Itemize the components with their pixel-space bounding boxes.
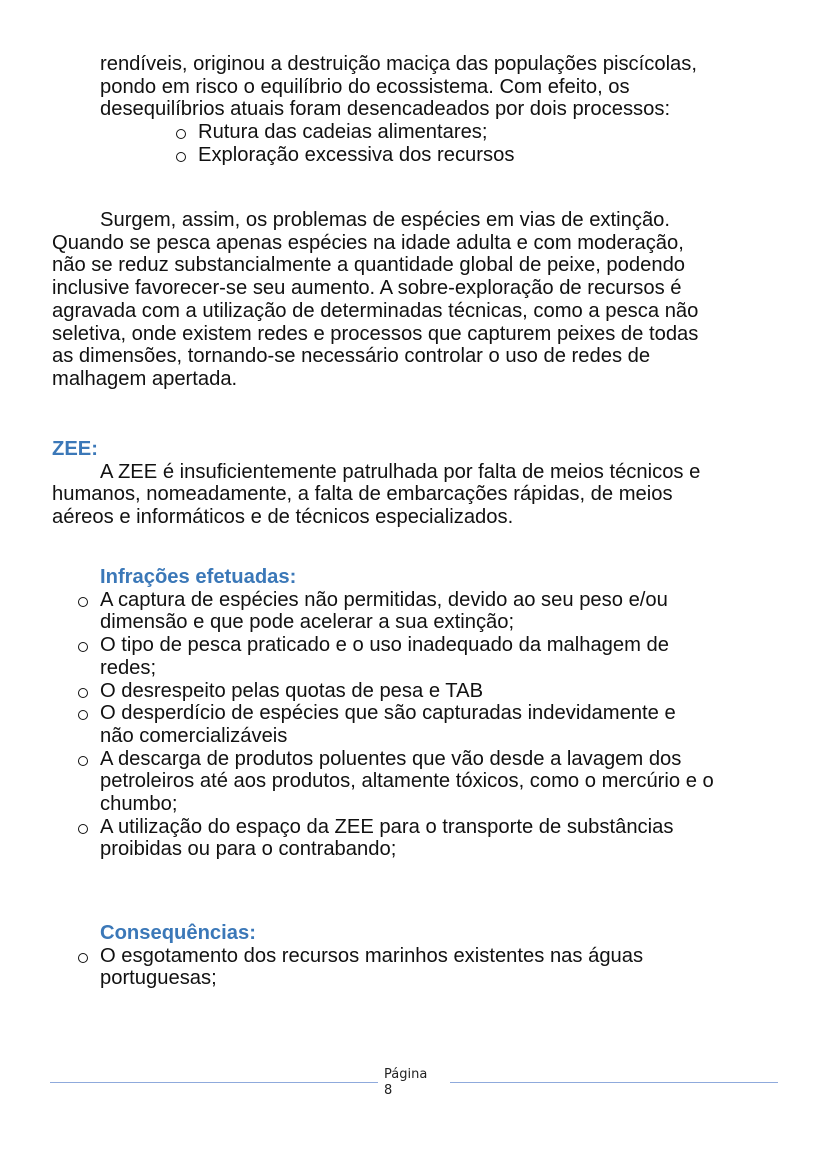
hollow-bullet-icon — [78, 756, 88, 766]
list-item — [52, 121, 792, 144]
list-item-text: proibidas ou para o contrabando; — [100, 838, 397, 861]
page-number: 8 — [384, 1083, 393, 1098]
text-line: agravada com a utilização de determinadas técnicas, como a pesca não — [52, 299, 699, 322]
list-item-text: O esgotamento dos recursos marinhos existentes nas águas — [100, 944, 644, 967]
hollow-bullet-icon — [78, 710, 88, 720]
footer-rule-right — [450, 1082, 778, 1083]
list-item — [52, 702, 792, 747]
hollow-bullet-icon — [78, 824, 88, 834]
list-item — [52, 816, 792, 861]
hollow-bullet-icon — [78, 688, 88, 698]
section-heading-consequences: Consequências: — [100, 922, 256, 944]
text-line: malhagem apertada. — [52, 367, 238, 390]
list-item — [52, 945, 792, 990]
list-item-text: A utilização do espaço da ZEE para o transporte de substâncias — [100, 815, 674, 838]
text-line: as dimensões, tornando-se necessário controlar o uso de redes de — [52, 345, 651, 368]
text-line: humanos, nomeadamente, a falta de embarcações rápidas, de meios — [52, 483, 673, 506]
list-item-text: O desrespeito pelas quotas de pesa e TAB — [100, 679, 484, 702]
list-item-text: O desperdício de espécies que são capturadas indevidamente e — [100, 702, 676, 725]
hollow-bullet-icon — [176, 129, 186, 139]
footer-rule-left — [50, 1082, 378, 1083]
list-item-text: portuguesas; — [100, 967, 217, 990]
list-item-text: O tipo de pesca praticado e o uso inadequado da malhagem de — [100, 634, 670, 657]
list-item-text: Exploração excessiva dos recursos — [198, 143, 515, 166]
section-heading-zee: ZEE: — [52, 438, 98, 460]
consequences-section — [52, 922, 792, 990]
intro-paragraph — [52, 53, 792, 167]
hollow-bullet-icon — [176, 152, 186, 162]
text-line: não se reduz substancialmente a quantidade global de peixe, podendo — [52, 254, 686, 277]
paragraph-extinction — [52, 209, 792, 391]
text-line: A ZEE é insuficientemente patrulhada por falta de meios técnicos e — [100, 460, 701, 483]
text-line: Surgem, assim, os problemas de espécies em vias de extinção. — [100, 209, 671, 231]
zee-section — [52, 438, 792, 529]
page-footer — [384, 1067, 427, 1099]
list-item-text: redes; — [100, 656, 157, 679]
list-item-text: A captura de espécies não permitidas, devido ao seu peso e/ou — [100, 588, 668, 611]
hollow-bullet-icon — [78, 642, 88, 652]
text-line: inclusive favorecer-se seu aumento. A sobre-exploração de recursos é — [52, 277, 682, 300]
list-item — [52, 634, 792, 679]
hollow-bullet-icon — [78, 597, 88, 607]
text-line: pondo em risco o equilíbrio do ecossistema. Com efeito, os — [100, 75, 630, 98]
text-line: rendíveis, originou a destruição maciça das populações piscícolas, — [100, 53, 697, 75]
text-line: Quando se pesca apenas espécies na idade adulta e com moderação, — [52, 231, 684, 254]
list-item — [52, 748, 792, 816]
page-label: Página — [384, 1067, 428, 1082]
list-item-text: chumbo; — [100, 793, 178, 816]
text-line: aéreos e informáticos e de técnicos especializados. — [52, 506, 514, 529]
list-item-text: petroleiros até aos produtos, altamente tóxicos, como o mercúrio e o — [100, 770, 714, 793]
list-item-text: dimensão e que pode acelerar a sua extinção; — [100, 611, 515, 634]
section-heading-infractions: Infrações efetuadas: — [100, 566, 297, 588]
list-item — [52, 144, 792, 167]
list-item-text: Rutura das cadeias alimentares; — [198, 121, 488, 144]
text-line: seletiva, onde existem redes e processos que capturem peixes de todas — [52, 322, 699, 345]
list-item — [52, 680, 792, 703]
list-item-text: A descarga de produtos poluentes que vão desde a lavagem dos — [100, 747, 682, 770]
list-item-text: não comercializáveis — [100, 724, 288, 747]
infractions-section — [52, 566, 792, 861]
hollow-bullet-icon — [78, 953, 88, 963]
text-line: desequilíbrios atuais foram desencadeados por dois processos: — [100, 98, 671, 121]
list-item — [52, 589, 792, 634]
